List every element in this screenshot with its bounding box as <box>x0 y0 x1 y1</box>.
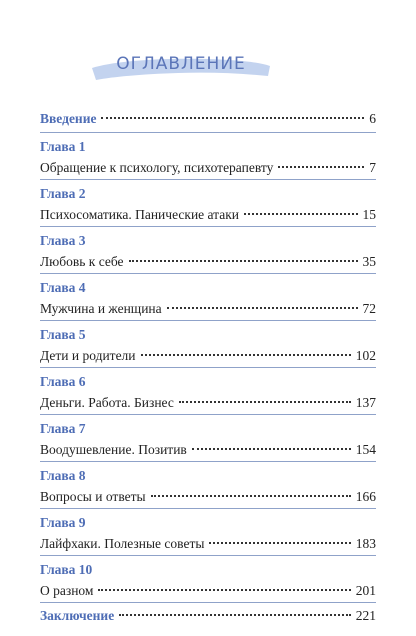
entry-page: 72 <box>362 301 376 316</box>
toc-entry-chapter-1[interactable] <box>40 133 376 179</box>
toc-entry-chapter-6[interactable] <box>40 368 376 414</box>
dot-leader <box>151 495 351 497</box>
toc-entry-chapter-9[interactable] <box>40 509 376 555</box>
toc-entry-chapter-3[interactable] <box>40 227 376 273</box>
entry-page: 166 <box>355 489 376 504</box>
entry-page: 137 <box>355 395 376 410</box>
entry-page: 154 <box>355 442 376 457</box>
entry-title: О разном <box>40 583 94 598</box>
entry-title: Заключение <box>40 608 115 623</box>
toc-entry-chapter-7[interactable] <box>40 415 376 461</box>
dot-leader <box>278 166 364 168</box>
toc-entry-chapter-10[interactable] <box>40 556 376 602</box>
entry-page: 35 <box>362 254 376 269</box>
chapter-label: Глава 8 <box>40 468 86 483</box>
dot-leader <box>119 614 351 616</box>
entry-page: 7 <box>369 160 376 175</box>
entry-title: Воодушевление. Позитив <box>40 442 187 457</box>
chapter-label: Глава 10 <box>40 562 93 577</box>
toc-heading <box>88 46 274 86</box>
chapter-label: Глава 9 <box>40 515 86 530</box>
entry-title: Лайфхаки. Полезные советы <box>40 536 205 551</box>
dot-leader <box>129 260 358 262</box>
entry-page: 221 <box>355 608 376 623</box>
entry-page: 6 <box>369 111 376 126</box>
toc-entry-conclusion[interactable] <box>40 603 376 629</box>
entry-title: Вопросы и ответы <box>40 489 146 504</box>
chapter-label: Глава 4 <box>40 280 86 295</box>
entry-page: 102 <box>355 348 376 363</box>
chapter-label: Глава 7 <box>40 421 86 436</box>
entry-title: Деньги. Работа. Бизнес <box>40 395 174 410</box>
page-title: ОГЛАВЛЕНИЕ <box>116 54 246 74</box>
toc-entry-chapter-5[interactable] <box>40 321 376 367</box>
entry-page: 183 <box>355 536 376 551</box>
dot-leader <box>192 448 351 450</box>
dot-leader <box>98 589 350 591</box>
chapter-label: Глава 5 <box>40 327 86 342</box>
entry-title: Обращение к психологу, психотерапевту <box>40 160 274 175</box>
toc-list <box>40 106 376 629</box>
dot-leader <box>167 307 358 309</box>
entry-title: Дети и родители <box>40 348 136 363</box>
dot-leader <box>244 213 357 215</box>
toc-entry-intro[interactable] <box>40 106 376 132</box>
dot-leader <box>101 117 364 119</box>
toc-entry-chapter-4[interactable] <box>40 274 376 320</box>
entry-title: Любовь к себе <box>40 254 124 269</box>
toc-entry-chapter-2[interactable] <box>40 180 376 226</box>
dot-leader <box>179 401 351 403</box>
entry-page: 15 <box>362 207 376 222</box>
toc-entry-chapter-8[interactable] <box>40 462 376 508</box>
entry-title: Психосоматика. Панические атаки <box>40 207 240 222</box>
entry-title: Введение <box>40 111 97 126</box>
entry-page: 201 <box>355 583 376 598</box>
chapter-label: Глава 2 <box>40 186 86 201</box>
chapter-label: Глава 1 <box>40 139 86 154</box>
chapter-label: Глава 3 <box>40 233 86 248</box>
chapter-label: Глава 6 <box>40 374 86 389</box>
dot-leader <box>141 354 351 356</box>
entry-title: Мужчина и женщина <box>40 301 162 316</box>
dot-leader <box>209 542 350 544</box>
